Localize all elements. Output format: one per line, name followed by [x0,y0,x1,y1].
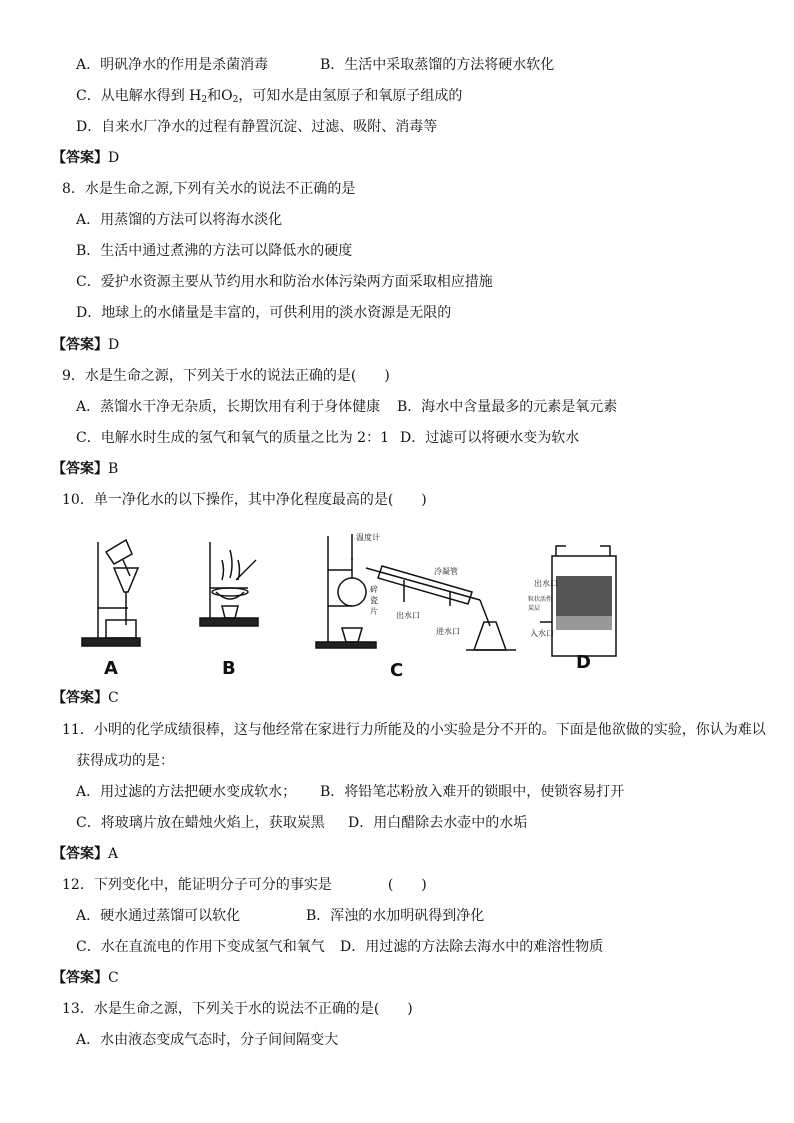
q11-option-b: B．将铅笔芯粉放入难开的锁眼中，使锁容易打开 [320,784,625,800]
q13-option-a: A．水由液态变成气态时，分子间间隔变大 [76,1032,339,1048]
q7-option-b: B．生活中采取蒸馏的方法将硬水软化 [320,57,555,73]
q8-option-b: B．生活中通过煮沸的方法可以降低水的硬度 [76,243,353,259]
q11-option-a: A．用过滤的方法把硬水变成软水； [76,784,297,800]
q11-answer: 【答案】A [52,846,119,862]
q8-option-c: C．爱护水资源主要从节约用水和防治水体污染两方面采取相应措施 [76,274,493,290]
label-column-inlet: 入水口 [530,629,554,638]
label-column-outlet: 出水口 [534,579,558,588]
q7-option-a: A．明矾净水的作用是杀菌消毒 [76,57,269,73]
q10-answer: 【答案】C [52,690,119,706]
q8-option-a: A．用蒸馏的方法可以将海水淡化 [76,212,283,228]
q13-stem: 13．水是生命之源，下列关于水的说法不正确的是( ) [62,1001,413,1017]
q11-stem-line1: 11．小明的化学成绩很棒，这与他经常在家进行力所能及的小实验是分不开的。下面是他欲做的实验，你认为难以 [62,722,766,738]
q8-answer: 【答案】D [52,337,120,353]
label-thermometer: 温度计 [356,533,380,542]
figure-label-d: D [576,652,591,673]
q7-option-d: D．自来水厂净水的过程有静置沉淀、过滤、吸附、消毒等 [76,119,438,135]
q12-option-d: D．用过滤的方法除去海水中的难溶性物质 [340,939,604,955]
q12-option-a: A．硬水通过蒸馏可以软化 [76,908,241,924]
apparatus-a-filtration [82,540,140,646]
apparatus-c-distillation [316,534,516,650]
q9-stem: 9．水是生命之源，下列关于水的说法正确的是( ) [62,368,390,384]
q12-option-b: B．浑浊的水加明矾得到净化 [306,908,485,924]
q11-option-d: D．用白醋除去水壶中的水垢 [348,815,528,831]
q11-option-c: C．将玻璃片放在蜡烛火焰上，获取炭黑 [76,815,325,831]
q8-stem: 8．水是生命之源,下列有关水的说法不正确的是 [62,181,356,197]
label-porcelain-chips: 碎瓷片 [370,585,378,616]
label-condenser: 冷凝管 [434,567,458,576]
q10-apparatus-figure [70,530,630,680]
q8-option-d: D．地球上的水储量是丰富的，可供利用的淡水资源是无限的 [76,305,452,321]
q12-answer: 【答案】C [52,970,119,986]
q7-option-c: C．从电解水得到 $H_2$和$O_2$，可知水是由氢原子和氧原子组成的 [76,88,463,105]
figure-label-c: C [390,660,404,681]
q9-answer: 【答案】B [52,461,119,477]
figure-label-b: B [222,658,236,679]
apparatus-b-evaporation [200,542,258,626]
label-carbon-layer: 粒状活性炭层 [528,596,553,612]
label-water-inlet: 进水口 [436,627,460,636]
q9-option-a: A．蒸馏水干净无杂质，长期饮用有利于身体健康 [76,399,381,415]
q11-stem-line2: 获得成功的是： [76,753,174,769]
q9-option-b: B．海水中含量最多的元素是氧元素 [397,399,618,415]
q10-stem: 10．单一净化水的以下操作，其中净化程度最高的是( ) [62,492,427,508]
q12-stem: 12．下列变化中，能证明分子可分的事实是 ( ) [62,877,427,893]
label-water-outlet: 出水口 [396,611,420,620]
q7-answer: 【答案】D [52,150,120,166]
q12-option-c: C．水在直流电的作用下变成氢气和氧气 [76,939,325,955]
q9-option-d: D．过滤可以将硬水变为软水 [400,430,580,446]
figure-label-a: A [104,658,118,679]
q9-option-c: C．电解水时生成的氢气和氧气的质量之比为 2：1 [76,430,389,446]
